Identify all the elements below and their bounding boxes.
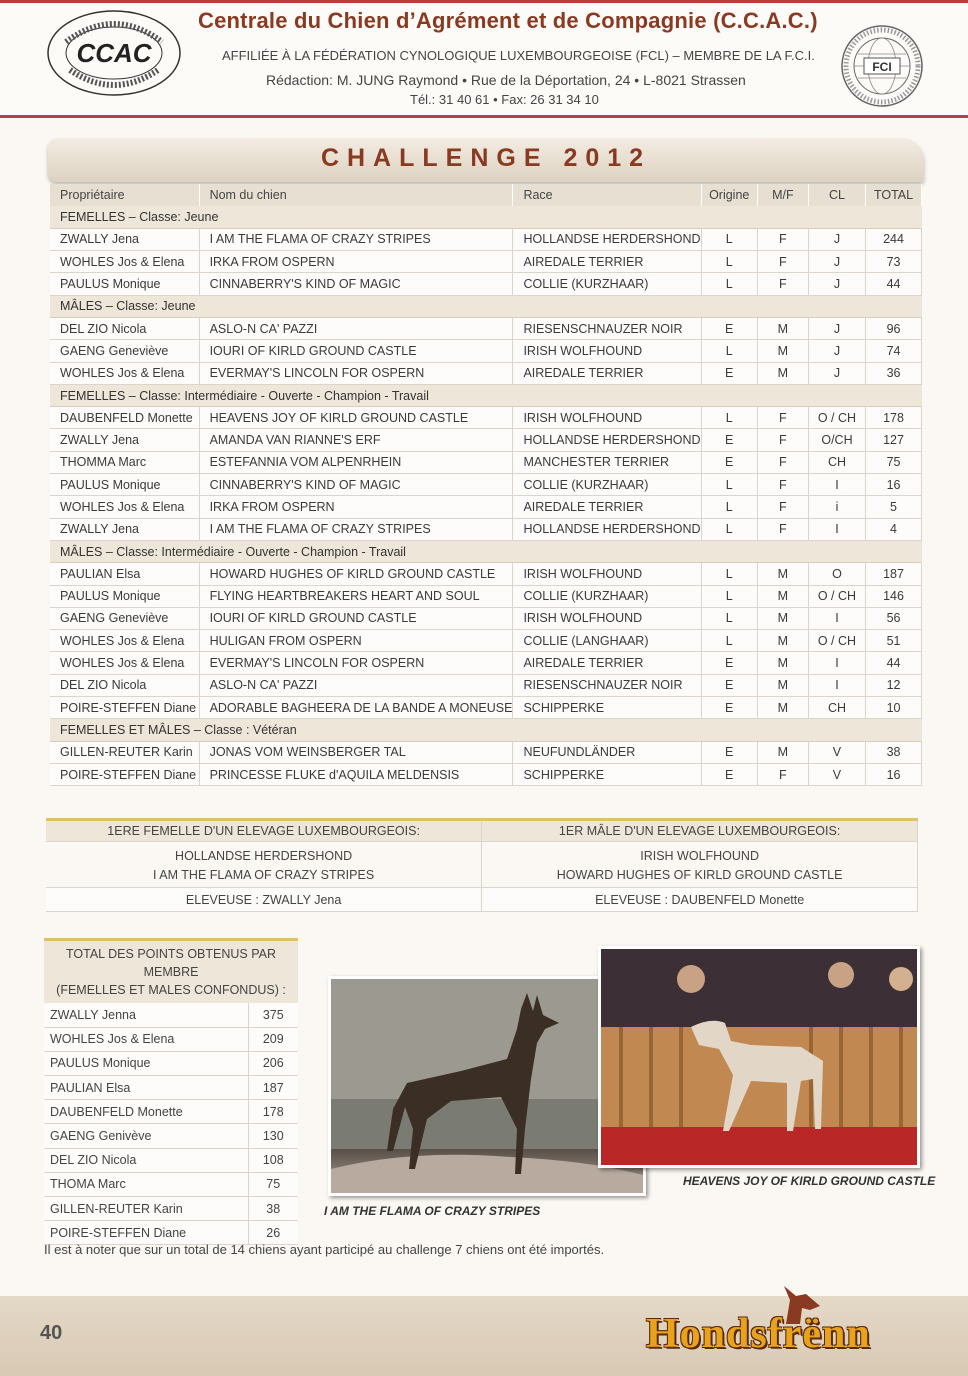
member-totals-header-line1: TOTAL DES POINTS OBTENUS PAR MEMBRE bbox=[66, 947, 276, 979]
cell-total: 96 bbox=[866, 317, 922, 339]
cell-sex: F bbox=[757, 228, 808, 250]
member-total-row bbox=[44, 1100, 298, 1124]
cell-class: I bbox=[808, 652, 865, 674]
member-points: 108 bbox=[248, 1148, 298, 1172]
col-header-origin: Origine bbox=[701, 184, 757, 206]
table-row bbox=[50, 496, 922, 518]
cell-owner: POIRE-STEFFEN Diane bbox=[50, 697, 199, 719]
cell-dog-name: I AM THE FLAMA OF CRAZY STRIPES bbox=[199, 228, 513, 250]
cell-owner: ZWALLY Jena bbox=[50, 228, 199, 250]
cell-sex: M bbox=[757, 362, 808, 384]
cell-owner: WOHLES Jos & Elena bbox=[50, 362, 199, 384]
section-title: FEMELLES ET MÂLES – Classe : Vétéran bbox=[50, 719, 922, 741]
cell-dog-name: EVERMAY'S LINCOLN FOR OSPERN bbox=[199, 362, 513, 384]
cell-dog-name: ASLO-N CA' PAZZI bbox=[199, 674, 513, 696]
cell-breed: RIESENSCHNAUZER NOIR bbox=[513, 674, 701, 696]
best-female-breeder: ELEVEUSE : ZWALLY Jena bbox=[46, 888, 482, 912]
cell-owner: DEL ZIO Nicola bbox=[50, 674, 199, 696]
best-male-breed: IRISH WOLFHOUND bbox=[640, 848, 759, 863]
cell-breed: SCHIPPERKE bbox=[513, 697, 701, 719]
cell-breed: COLLIE (LANGHAAR) bbox=[513, 630, 701, 652]
member-name: PAULUS Monique bbox=[44, 1051, 248, 1075]
table-row bbox=[50, 518, 922, 540]
challenge-title: CHALLENGE 2012 bbox=[320, 144, 652, 172]
cell-total: 44 bbox=[866, 652, 922, 674]
table-row bbox=[50, 340, 922, 362]
member-name: WOHLES Jos & Elena bbox=[44, 1027, 248, 1051]
table-row bbox=[50, 429, 922, 451]
cell-sex: M bbox=[757, 697, 808, 719]
best-male-details bbox=[482, 842, 918, 888]
best-female-dog: I AM THE FLAMA OF CRAZY STRIPES bbox=[153, 867, 375, 882]
table-row bbox=[50, 228, 922, 250]
page-header bbox=[0, 0, 968, 118]
member-points: 178 bbox=[248, 1100, 298, 1124]
table-row bbox=[50, 251, 922, 273]
cell-owner: WOHLES Jos & Elena bbox=[50, 251, 199, 273]
cell-origin: L bbox=[701, 607, 757, 629]
cell-total: 75 bbox=[866, 451, 922, 473]
cell-dog-name: IOURI OF KIRLD GROUND CASTLE bbox=[199, 607, 513, 629]
cell-origin: E bbox=[701, 362, 757, 384]
member-total-row bbox=[44, 1003, 298, 1027]
cell-breed: AIREDALE TERRIER bbox=[513, 362, 701, 384]
cell-origin: E bbox=[701, 741, 757, 763]
table-row bbox=[50, 317, 922, 339]
cell-origin: L bbox=[701, 228, 757, 250]
cell-class: I bbox=[808, 607, 865, 629]
cell-class: J bbox=[808, 228, 865, 250]
member-points: 375 bbox=[248, 1003, 298, 1027]
cell-dog-name: IRKA FROM OSPERN bbox=[199, 251, 513, 273]
cell-origin: E bbox=[701, 451, 757, 473]
member-totals-header-line2: (FEMELLES ET MALES CONFONDUS) : bbox=[56, 983, 286, 997]
cell-breed: HOLLANDSE HERDERSHOND bbox=[513, 518, 701, 540]
cell-class: CH bbox=[808, 451, 865, 473]
cell-total: 4 bbox=[866, 518, 922, 540]
cell-origin: L bbox=[701, 630, 757, 652]
table-row bbox=[50, 362, 922, 384]
cell-breed: MANCHESTER TERRIER bbox=[513, 451, 701, 473]
cell-origin: L bbox=[701, 251, 757, 273]
cell-owner: GILLEN-REUTER Karin bbox=[50, 741, 199, 763]
member-name: POIRE-STEFFEN Diane bbox=[44, 1221, 248, 1245]
member-points: 206 bbox=[248, 1051, 298, 1075]
cell-class: O / CH bbox=[808, 585, 865, 607]
col-header-total: TOTAL bbox=[866, 184, 922, 206]
cell-origin: E bbox=[701, 317, 757, 339]
challenge-banner bbox=[48, 138, 924, 182]
cell-owner: GAENG Geneviève bbox=[50, 607, 199, 629]
table-row bbox=[50, 630, 922, 652]
cell-owner: PAULUS Monique bbox=[50, 585, 199, 607]
member-total-row bbox=[44, 1148, 298, 1172]
table-row bbox=[50, 585, 922, 607]
cell-dog-name: EVERMAY'S LINCOLN FOR OSPERN bbox=[199, 652, 513, 674]
cell-origin: L bbox=[701, 407, 757, 429]
cell-breed: AIREDALE TERRIER bbox=[513, 251, 701, 273]
cell-total: 51 bbox=[866, 630, 922, 652]
member-totals-table bbox=[44, 938, 298, 1245]
cell-origin: L bbox=[701, 518, 757, 540]
photo-irish-wolfhound bbox=[598, 946, 920, 1168]
cell-owner: ZWALLY Jena bbox=[50, 518, 199, 540]
cell-breed: NEUFUNDLÄNDER bbox=[513, 741, 701, 763]
cell-sex: M bbox=[757, 674, 808, 696]
cell-dog-name: CINNABERRY'S KIND OF MAGIC bbox=[199, 474, 513, 496]
cell-owner: WOHLES Jos & Elena bbox=[50, 652, 199, 674]
section-header-row bbox=[50, 295, 922, 317]
table-row bbox=[50, 407, 922, 429]
member-name: DEL ZIO Nicola bbox=[44, 1148, 248, 1172]
section-title: FEMELLES – Classe: Intermédiaire - Ouverte - Champion - Travail bbox=[50, 384, 922, 406]
cell-dog-name: ASLO-N CA' PAZZI bbox=[199, 317, 513, 339]
cell-dog-name: JONAS VOM WEINSBERGER TAL bbox=[199, 741, 513, 763]
cell-breed: IRISH WOLFHOUND bbox=[513, 563, 701, 585]
cell-dog-name: ADORABLE BAGHEERA DE LA BANDE A MONEUSE bbox=[199, 697, 513, 719]
cell-breed: AIREDALE TERRIER bbox=[513, 652, 701, 674]
page-number: 40 bbox=[40, 1322, 63, 1344]
table-row bbox=[50, 763, 922, 785]
cell-sex: M bbox=[757, 585, 808, 607]
cell-total: 16 bbox=[866, 474, 922, 496]
photo-right-caption: HEAVENS JOY OF KIRLD GROUND CASTLE bbox=[683, 1174, 936, 1188]
cell-total: 127 bbox=[866, 429, 922, 451]
cell-sex: M bbox=[757, 607, 808, 629]
ccac-logo bbox=[44, 8, 184, 98]
cell-breed: COLLIE (KURZHAAR) bbox=[513, 273, 701, 295]
cell-dog-name: CINNABERRY'S KIND OF MAGIC bbox=[199, 273, 513, 295]
cell-sex: M bbox=[757, 741, 808, 763]
cell-dog-name: IOURI OF KIRLD GROUND CASTLE bbox=[199, 340, 513, 362]
cell-owner: DAUBENFELD Monette bbox=[50, 407, 199, 429]
table-row bbox=[50, 697, 922, 719]
cell-origin: E bbox=[701, 674, 757, 696]
col-header-dog-name: Nom du chien bbox=[199, 184, 513, 206]
member-total-row bbox=[44, 1172, 298, 1196]
cell-total: 36 bbox=[866, 362, 922, 384]
cell-total: 73 bbox=[866, 251, 922, 273]
member-totals-body bbox=[44, 1003, 298, 1245]
cell-sex: M bbox=[757, 317, 808, 339]
cell-total: 56 bbox=[866, 607, 922, 629]
photo-left-caption: I AM THE FLAMA OF CRAZY STRIPES bbox=[324, 1204, 541, 1218]
cell-class: CH bbox=[808, 697, 865, 719]
cell-class: V bbox=[808, 741, 865, 763]
cell-total: 16 bbox=[866, 763, 922, 785]
imported-dogs-note: Il est à noter que sur un total de 14 chiens ayant participé au challenge 7 chiens ont été importés. bbox=[44, 1242, 605, 1257]
member-name: DAUBENFELD Monette bbox=[44, 1100, 248, 1124]
cell-breed: COLLIE (KURZHAAR) bbox=[513, 585, 701, 607]
cell-class: O bbox=[808, 563, 865, 585]
cell-owner: ZWALLY Jena bbox=[50, 429, 199, 451]
member-total-row bbox=[44, 1076, 298, 1100]
member-points: 130 bbox=[248, 1124, 298, 1148]
cell-dog-name: PRINCESSE FLUKE d'AQUILA MELDENSIS bbox=[199, 763, 513, 785]
fci-logo-text: FCI bbox=[872, 60, 892, 74]
cell-class: I bbox=[808, 474, 865, 496]
cell-sex: F bbox=[757, 251, 808, 273]
redaction-address: Rédaction: M. JUNG Raymond • Rue de la Déportation, 24 • L-8021 Strassen bbox=[266, 72, 746, 88]
col-header-sex: M/F bbox=[757, 184, 808, 206]
cell-dog-name: HOWARD HUGHES OF KIRLD GROUND CASTLE bbox=[199, 563, 513, 585]
cell-total: 44 bbox=[866, 273, 922, 295]
cell-breed: RIESENSCHNAUZER NOIR bbox=[513, 317, 701, 339]
col-header-breed: Race bbox=[513, 184, 701, 206]
cell-breed: COLLIE (KURZHAAR) bbox=[513, 474, 701, 496]
section-header-row bbox=[50, 206, 922, 228]
cell-dog-name: HEAVENS JOY OF KIRLD GROUND CASTLE bbox=[199, 407, 513, 429]
cell-class: J bbox=[808, 317, 865, 339]
cell-owner: THOMMA Marc bbox=[50, 451, 199, 473]
cell-class: J bbox=[808, 340, 865, 362]
table-row bbox=[50, 607, 922, 629]
cell-owner: PAULIAN Elsa bbox=[50, 563, 199, 585]
best-female-breed: HOLLANDSE HERDERSHOND bbox=[175, 848, 353, 863]
affiliation-text: AFFILIÉE À LA FÉDÉRATION CYNOLOGIQUE LUXEMBOURGEOISE (FCL) – MEMBRE DE LA F.C.I. bbox=[222, 48, 815, 63]
col-header-class: CL bbox=[808, 184, 865, 206]
member-totals-header bbox=[44, 940, 298, 1004]
cell-origin: L bbox=[701, 340, 757, 362]
member-name: GAENG Genivève bbox=[44, 1124, 248, 1148]
section-header-row bbox=[50, 384, 922, 406]
cell-origin: L bbox=[701, 585, 757, 607]
table-row bbox=[50, 563, 922, 585]
ccac-logo-text: CCAC bbox=[76, 38, 152, 68]
best-female-header: 1ERE FEMELLE D'UN ELEVAGE LUXEMBOURGEOIS: bbox=[46, 820, 482, 842]
member-name: THOMA Marc bbox=[44, 1172, 248, 1196]
cell-total: 38 bbox=[866, 741, 922, 763]
cell-breed: HOLLANDSE HERDERSHOND bbox=[513, 228, 701, 250]
cell-owner: PAULUS Monique bbox=[50, 474, 199, 496]
table-header-row bbox=[50, 184, 922, 206]
cell-owner: PAULUS Monique bbox=[50, 273, 199, 295]
header-top-line bbox=[0, 0, 968, 3]
cell-origin: L bbox=[701, 496, 757, 518]
member-total-row bbox=[44, 1027, 298, 1051]
cell-sex: F bbox=[757, 763, 808, 785]
cell-origin: E bbox=[701, 697, 757, 719]
best-male-breeder: ELEVEUSE : DAUBENFELD Monette bbox=[482, 888, 918, 912]
cell-origin: E bbox=[701, 763, 757, 785]
member-points: 75 bbox=[248, 1172, 298, 1196]
phone-fax: Tél.: 31 40 61 • Fax: 26 31 34 10 bbox=[410, 92, 599, 107]
cell-dog-name: IRKA FROM OSPERN bbox=[199, 496, 513, 518]
cell-owner: WOHLES Jos & Elena bbox=[50, 630, 199, 652]
member-name: GILLEN-REUTER Karin bbox=[44, 1197, 248, 1221]
cell-sex: F bbox=[757, 407, 808, 429]
cell-breed: SCHIPPERKE bbox=[513, 763, 701, 785]
cell-class: O / CH bbox=[808, 407, 865, 429]
cell-sex: M bbox=[757, 630, 808, 652]
cell-sex: F bbox=[757, 451, 808, 473]
cell-sex: F bbox=[757, 518, 808, 540]
cell-origin: L bbox=[701, 474, 757, 496]
cell-breed: IRISH WOLFHOUND bbox=[513, 340, 701, 362]
member-total-row bbox=[44, 1051, 298, 1075]
cell-class: V bbox=[808, 763, 865, 785]
table-row bbox=[50, 674, 922, 696]
cell-origin: E bbox=[701, 429, 757, 451]
cell-class: O / CH bbox=[808, 630, 865, 652]
magazine-logo: Hondsfrënn bbox=[646, 1311, 871, 1357]
cell-total: 10 bbox=[866, 697, 922, 719]
member-total-row bbox=[44, 1124, 298, 1148]
cell-class: I bbox=[808, 518, 865, 540]
cell-breed: IRISH WOLFHOUND bbox=[513, 607, 701, 629]
cell-owner: GAENG Geneviève bbox=[50, 340, 199, 362]
member-points: 187 bbox=[248, 1076, 298, 1100]
cell-dog-name: I AM THE FLAMA OF CRAZY STRIPES bbox=[199, 518, 513, 540]
member-points: 38 bbox=[248, 1197, 298, 1221]
cell-sex: F bbox=[757, 273, 808, 295]
cell-class: I bbox=[808, 674, 865, 696]
cell-class: J bbox=[808, 362, 865, 384]
cell-total: 178 bbox=[866, 407, 922, 429]
cell-sex: M bbox=[757, 340, 808, 362]
member-name: PAULIAN Elsa bbox=[44, 1076, 248, 1100]
section-header-row bbox=[50, 540, 922, 562]
cell-class: J bbox=[808, 251, 865, 273]
cell-breed: HOLLANDSE HERDERSHOND bbox=[513, 429, 701, 451]
table-row bbox=[50, 451, 922, 473]
results-table bbox=[50, 184, 922, 786]
best-breeding-box bbox=[46, 818, 918, 912]
section-title: MÂLES – Classe: Jeune bbox=[50, 295, 922, 317]
table-row bbox=[50, 652, 922, 674]
member-total-row bbox=[44, 1197, 298, 1221]
table-row bbox=[50, 273, 922, 295]
section-title: FEMELLES – Classe: Jeune bbox=[50, 206, 922, 228]
cell-owner: WOHLES Jos & Elena bbox=[50, 496, 199, 518]
cell-owner: POIRE-STEFFEN Diane bbox=[50, 763, 199, 785]
col-header-owner: Propriétaire bbox=[50, 184, 199, 206]
section-title: MÂLES – Classe: Intermédiaire - Ouverte - Champion - Travail bbox=[50, 540, 922, 562]
table-row bbox=[50, 741, 922, 763]
cell-origin: L bbox=[701, 563, 757, 585]
section-header-row bbox=[50, 719, 922, 741]
results-table-body bbox=[50, 206, 922, 786]
dog-silhouette-left bbox=[331, 979, 643, 1193]
cell-total: 244 bbox=[866, 228, 922, 250]
cell-sex: F bbox=[757, 474, 808, 496]
cell-origin: E bbox=[701, 652, 757, 674]
cell-sex: F bbox=[757, 429, 808, 451]
cell-breed: IRISH WOLFHOUND bbox=[513, 407, 701, 429]
cell-dog-name: AMANDA VAN RIANNE'S ERF bbox=[199, 429, 513, 451]
member-name: ZWALLY Jenna bbox=[44, 1003, 248, 1027]
best-male-header: 1ER MÂLE D'UN ELEVAGE LUXEMBOURGEOIS: bbox=[482, 820, 918, 842]
organization-title: Centrale du Chien d’Agrément et de Compagnie (C.C.A.C.) bbox=[198, 8, 818, 33]
show-ring-scene bbox=[601, 949, 917, 1165]
cell-sex: M bbox=[757, 563, 808, 585]
cell-sex: F bbox=[757, 496, 808, 518]
cell-total: 187 bbox=[866, 563, 922, 585]
table-row bbox=[50, 474, 922, 496]
best-male-dog: HOWARD HUGHES OF KIRLD GROUND CASTLE bbox=[556, 867, 843, 882]
cell-class: J bbox=[808, 273, 865, 295]
cell-total: 5 bbox=[866, 496, 922, 518]
cell-class: O/CH bbox=[808, 429, 865, 451]
member-points: 26 bbox=[248, 1221, 298, 1245]
member-points: 209 bbox=[248, 1027, 298, 1051]
cell-dog-name: FLYING HEARTBREAKERS HEART AND SOUL bbox=[199, 585, 513, 607]
cell-owner: DEL ZIO Nicola bbox=[50, 317, 199, 339]
cell-breed: AIREDALE TERRIER bbox=[513, 496, 701, 518]
cell-dog-name: ESTEFANNIA VOM ALPENRHEIN bbox=[199, 451, 513, 473]
cell-sex: M bbox=[757, 652, 808, 674]
best-female-details bbox=[46, 842, 482, 888]
cell-dog-name: HULIGAN FROM OSPERN bbox=[199, 630, 513, 652]
cell-class: i bbox=[808, 496, 865, 518]
cell-total: 146 bbox=[866, 585, 922, 607]
cell-origin: L bbox=[701, 273, 757, 295]
cell-total: 74 bbox=[866, 340, 922, 362]
cell-total: 12 bbox=[866, 674, 922, 696]
fci-logo bbox=[840, 24, 924, 108]
